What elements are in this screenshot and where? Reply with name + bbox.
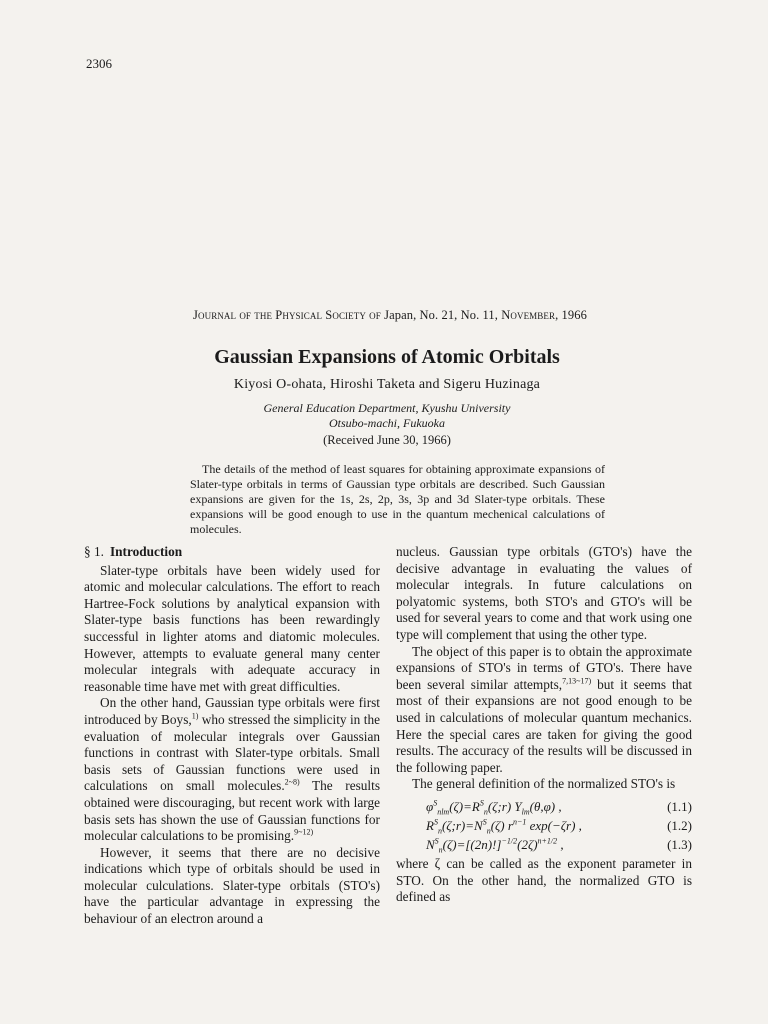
section-title: Introduction: [109, 544, 183, 559]
right-paragraph-2-part-b: but it seems that most of their expansions are not good enough to be used in calculations of molecular quantum mechanics. Here the special cares are taken for giving the good results. The accuracy of the results will be discussed in the following paper.: [396, 676, 692, 775]
journal-initial-s: S: [325, 308, 333, 322]
equation: $\varphi^S_{nlm}(\zeta)=R^S_n(\zeta;r)$ $Y_{lm}(\theta,\varphi)$ ,: [426, 798, 562, 817]
journal-initial-j: J: [193, 308, 198, 322]
intro-paragraph-3: However, it seems that there are no decisive indications which type of orbitals should be used in molecular culculations. Slater-type orbitals (STO's) have the particular advantage in expressing the behaviour of an electron around a: [84, 844, 380, 927]
right-paragraph-3: The general definition of the normalized STO's is: [412, 776, 676, 792]
page-number: 2306: [86, 56, 112, 71]
abstract: The details of the method of least squares for obtaining approximate expansions of Slater-type orbitals in terms of Gaussian type orbitals are described. Such Gaussian expansions are given for the 1s, 2s, 2p, 3s, 3p and 3d Slater-type orbitals. These expansions will be good enough to use in the quantum mechenical calculations of molecules.: [190, 462, 605, 536]
intro-paragraph-2-part-a: On the other hand, Gaussian type orbitals were first introduced by Boys,: [84, 695, 380, 727]
equation-row: [396, 797, 692, 816]
intro-paragraph-2: [84, 695, 380, 844]
right-paragraph-2-part-a: The object of this paper is to obtain the approximate expansions of STO's in terms of GTO's. There have been several similar attempts,: [396, 643, 692, 692]
reference-mark: 1): [191, 711, 199, 721]
journal-word-society: ociety of: [332, 308, 381, 322]
intro-paragraph-2-part-b: who stressed the simplicity in the evaluation of molecular integrals over Gaussian functions in contrast with Slater-type orbitals. Small basis sets of Gaussian functions were used in calculations on small molecules.: [84, 711, 380, 794]
right-paragraph-2: [396, 644, 692, 777]
equation-block: [396, 797, 692, 854]
journal-word-japan: Japan: [384, 308, 414, 322]
journal-word-journal: ournal of the: [198, 308, 273, 322]
intro-paragraph-2-part-c: The results obtained were discouraging, but recent work with large basis sets has shown the use of Gaussian functions for molecular calculations to be promising.: [84, 778, 380, 844]
journal-word-november: ovember: [510, 308, 556, 322]
journal-volume-number: , No. 21, No. 11,: [413, 308, 499, 322]
affiliation-line-1: General Education Department, Kyushu University: [263, 401, 511, 415]
reference-mark: 2~8): [284, 777, 300, 787]
equation-label: (1.2): [667, 817, 692, 833]
journal-initial-p: P: [275, 308, 283, 322]
equation: $R^S_n(\zeta;r)=N^S_n(\zeta)$ $r^{n-1}$ exp(−ζr) ,: [426, 817, 582, 836]
equation-label: (1.1): [667, 798, 692, 814]
section-heading: [84, 544, 380, 561]
intro-paragraph-1: Slater-type orbitals have been widely used for atomic and molecular calculations. The effort to reach Hartree-Fock solutions by analytical expansion with Slater-type basis functions has been rewardingly successful in lighter atoms and diatomic molecules. However, attempts to evaluate general many center molecular integrals with adequate accuracy in reasonable time have met with great difficulties.: [84, 562, 380, 694]
reference-mark: 9~12): [294, 827, 314, 837]
reference-mark: 7,13~17): [562, 676, 592, 686]
journal-word-physical: hysical: [282, 308, 323, 322]
affiliation-line-2: Otsubo-machi, Fukuoka: [329, 416, 445, 430]
right-paragraph-4: where ζ can be called as the exponent parameter in STO. On the other hand, the normalized GTO is defined as: [396, 855, 692, 905]
right-paragraph-1: nucleus. Gaussian type orbitals (GTO's) have the decisive advantage in evaluating the values of molecular integrals. In future calculations on polyatomic systems, both STO's and GTO's will be used for several years to come and that work using one type will complement that using the other type.: [396, 544, 692, 642]
paper-title: Gaussian Expansions of Atomic Orbitals: [214, 346, 560, 368]
equation-row: [396, 835, 692, 854]
left-column: [84, 544, 380, 928]
section-number: § 1.: [84, 544, 104, 559]
journal-initial-n: N: [501, 308, 511, 322]
equation-row: [396, 816, 692, 835]
paper-authors: Kiyosi O-ohata, Hiroshi Taketa and Sigeru Huzinaga: [233, 377, 541, 392]
right-column: [396, 544, 692, 906]
equation: $N^S_n(\zeta)=[(2n)!]^{-1/2}(2\zeta)^{n+1/2}$ ,: [426, 836, 564, 855]
equation-label: (1.3): [667, 836, 692, 852]
journal-year: , 1966: [555, 308, 587, 322]
received-date: (Received June 30, 1966): [323, 433, 451, 447]
journal-citation: [0, 308, 768, 323]
